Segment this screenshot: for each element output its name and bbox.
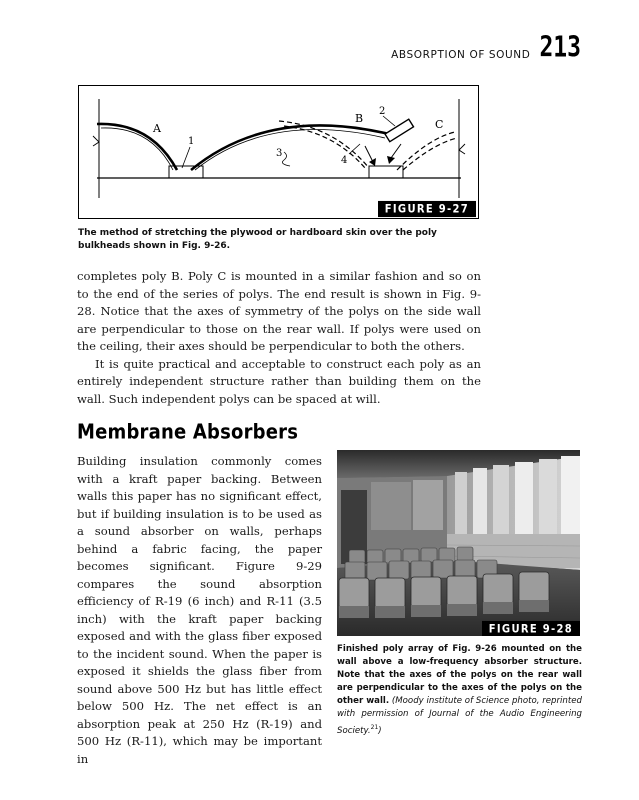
label-c: C xyxy=(435,118,444,131)
label-3: 3 xyxy=(276,148,283,159)
running-title: ABSORPTION OF SOUND xyxy=(391,49,531,61)
body-text xyxy=(77,268,481,408)
figure-9-28-caption xyxy=(337,643,582,738)
membrane-absorbers-paragraph: Building insulation commonly comes with a kraft paper backing. Between walls this paper has no significant effect, but if building insulation is to be used as a sound absorber on walls, perhaps behind a fabric facing, the paper becomes significant. Figure 9-29 compares the sound absorption efficiency of R-19 (6 inch) and R-11 (3.5 inch) with the kraft paper backing exposed and with the glass fiber exposed to the incident sound. When the paper is exposed it shields the glass fiber from sound above 500 Hz but has little effect below 500 Hz. The net effect is an absorption peak at 250 Hz (R-19) and 500 Hz (R-11), which may be important in xyxy=(77,454,322,766)
figure-9-27 xyxy=(78,85,479,219)
break-mark-right xyxy=(459,144,465,154)
figure-9-28-caption-ref: 21 xyxy=(370,724,379,731)
leader-3 xyxy=(282,152,290,166)
figure-9-28-badge: FIGURE 9-28 xyxy=(482,621,580,636)
figure-9-27-caption: The method of stretching the plywood or hardboard skin over the poly bulkheads shown in Fig. 9-26. xyxy=(78,228,437,251)
figure-9-28-caption-credit: (Moody institute of Science photo, reprinted with permission of Journal of the Audio Engineering Society. xyxy=(337,696,582,736)
label-b: B xyxy=(355,112,364,125)
arrow-right-shaft xyxy=(391,144,401,158)
arrow-right-head xyxy=(387,156,395,164)
poly-b-skin xyxy=(191,125,389,170)
label-a: A xyxy=(153,122,161,135)
auditorium-photo xyxy=(337,450,580,636)
figure-9-28-caption-main: Finished poly array of Fig. 9-26 mounted on the wall above a low-frequency absorber structure. Note that the axes of the polys on the rear wall are perpendicular to the axes of the polys on the other wall. xyxy=(337,644,582,706)
poly-b-inner xyxy=(195,130,385,170)
poly-c-dashed-1 xyxy=(397,132,455,170)
label-2: 2 xyxy=(379,106,386,117)
arrow-left-head xyxy=(369,158,376,166)
leader-2 xyxy=(383,116,395,126)
clamp-board xyxy=(385,119,414,141)
leader-1 xyxy=(182,147,190,168)
figure-9-27-badge: FIGURE 9-27 xyxy=(378,201,476,217)
poly-stretching-diagram xyxy=(79,86,478,218)
arrow-left-shaft xyxy=(365,146,373,162)
poly-a-skin xyxy=(97,124,177,170)
bulkhead-right xyxy=(369,166,403,178)
break-mark-left xyxy=(93,136,99,146)
body-paragraph-2: It is quite practical and acceptable to construct each poly as an entirely independent structure rather than building them on the wall. Such independent polys can be spaced at will. xyxy=(77,356,481,406)
page-number: 213 xyxy=(539,31,581,64)
running-head xyxy=(391,31,581,64)
body-paragraph-1: completes poly B. Poly C is mounted in a similar fashion and so on to the end of the series of polys. The end result is shown in Fig. 9-28. Notice that the axes of symmetry of the polys on the side wall are perpendicular to those on the rear wall. If polys were used on the ceiling, their axes should be perpendicular to both the others. xyxy=(77,269,481,353)
figure-9-28-caption-close: ) xyxy=(378,725,382,736)
label-4: 4 xyxy=(341,155,348,166)
label-1: 1 xyxy=(188,136,195,147)
figure-9-28-photo xyxy=(337,450,580,636)
section-heading: Membrane Absorbers xyxy=(77,420,299,445)
